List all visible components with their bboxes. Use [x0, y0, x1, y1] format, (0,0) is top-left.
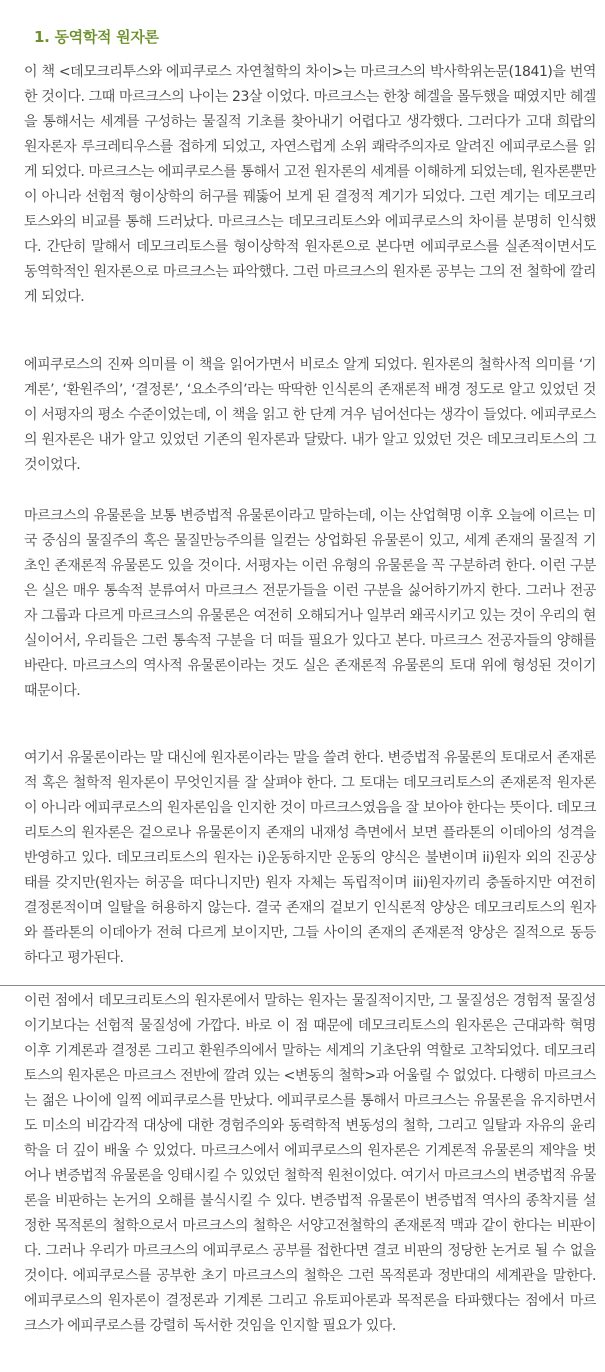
section-divider: [0, 985, 605, 986]
paragraph-intro: 이 책 <데모크리투스와 에피쿠로스 자연철학의 차이>는 마르크스의 박사학위논문(1841)을 번역한 것이다. 그때 마르크스의 나이는 23살 이었다. 마르크스는 한창 헤겔을 몰두했을 때였지만 헤겔을 통해서는 세계를 구성하는 물질적 기초를 찾아내기 어렵다고 생각했다. 그러다가 고대 희랍의 원자론자 루크레티우스를 접하게 되었고, 자연스럽게 소위 쾌락주의자로 알려진 에피쿠로스를 읽게 되었다. 마르크스는 에피쿠로스를 통해서 고전 원자론의 세계를 이해하게 되었는데, 원자론뿐만이 아니라 선험적 형이상학의 허구를 꿰뚫어 보게 된 결정적 계기가 되었다. 그런 계기는 데모크리토스와의 비교를 통해 드러났다. 마르크스는 데모크리토스와 에피쿠로스의 차이를 분명히 인식했다. 간단히 말해서 데모크리토스를 형이상학적 원자론으로 본다면 에피쿠로스를 실존적이면서도 동역학적인 원자론으로 마르크스는 파악했다. 그런 마르크스의 원자론 공부는 그의 전 철학에 깔리게 되었다.: [24, 64, 596, 305]
paragraph-epicurus-meaning: 에피쿠로스의 진짜 의미를 이 책을 읽어가면서 비로소 알게 되었다. 원자론의 철학사적 의미를 ‘기계론’, ‘환원주의’, ‘결정론’, ‘요소주의’라는 딱딱한 인식론의 존재론적 배경 정도로 알고 있었던 것이 서평자의 평소 수준이었는데, 이 책을 읽고 한 단계 겨우 넘어선다는 생각이 들었다. 에피쿠로스의 원자론은 내가 알고 있었던 기존의 원자론과 달랐다. 내가 알고 있었던 것은 데모크리토스의 그것이었다.: [24, 357, 596, 473]
paragraph-atomism: 여기서 유물론이라는 말 대신에 원자론이라는 말을 쓸려 한다. 변증법적 유물론의 토대로서 존재론적 혹은 철학적 원자론이 무엇인지를 잘 살펴야 한다. 그 토대는 데모크리토스의 존재론적 원자론이 아니라 에피쿠로스의 원자론임을 인지한 것이 마르크스였음을 잘 보아야 한다는 뜻이다. 데모크리토스의 원자론은 겉으로나 유물론이지 존재의 내재성 측면에서 보면 플라톤의 이데아의 성격을 반영하고 있다. 데모크리토스의 원자는 i)운동하지만 운동의 양식은 불변이며 ii)원자 외의 진공상태를 갖지만(원자는 허공을 떠다니지만) 원자 자체는 독립적이며 iii)원자끼리 충돌하지만 여전히 결정론적이며 일탈을 허용하지 않는다. 결국 존재의 겉보기 인식론적 양상은 데모크리토스의 원자와 플라톤의 이데아가 전혀 다르게 보이지만, 그들 사이의 존재의 존재론적 양상은 질적으로 동등하다고 평가된다.: [24, 750, 596, 966]
paragraph-conclusion: 이런 점에서 데모크리토스의 원자론에서 말하는 원자는 물질적이지만, 그 물질성은 경험적 물질성이기보다는 선험적 물질성에 가깝다. 바로 이 점 때문에 데모크리토스의 원자론은 근대과학 혁명 이후 기계론과 결정론 그리고 환원주의에서 말하는 세계의 기초단위 역할로 고착되었다. 데모크리토스의 원자론은 마르크스 전반에 깔려 있는 <변동의 철학>과 어울릴 수 없었다. 다행히 마르크스는 젊은 나이에 일찍 에피쿠로스를 만났다. 에피쿠로스를 통해서 마르크스는 유물론을 유지하면서도 미소의 비감각적 대상에 대한 경험주의와 동력학적 변동성의 철학, 그리고 일탈과 자유의 윤리학을 더 깊이 배울 수 있었다. 마르크스에서 에피쿠로스의 원자론은 기계론적 유물론의 제약을 벗어나 변증법적 유물론을 잉태시킬 수 있었던 철학적 원천이었다. 여기서 마르크스의 변증법적 유물론을 비판하는 논거의 오해를 불식시킬 수 있다. 변증법적 유물론이 변증법적 역사의 종착지를 설정한 목적론의 철학으로서 마르크스의 철학은 서양고전철학의 존재론적 맥과 같이 한다는 비판이다. 그러나 우리가 마르크스의 에피쿠로스 공부를 접한다면 결코 비판의 정당한 논거로 될 수 없을 것이다. 에피쿠로스를 공부한 초기 마르크스의 철학은 그런 목적론과 정반대의 세계관을 말한다. 에피쿠로스의 원자론이 결정론과 기계론 그리고 유토피아론과 목적론을 타파했다는 점에서 마르크스가 에피쿠로스를 강렬히 독서한 것임을 인지할 필요가 있다.: [24, 993, 596, 1334]
paragraph-materialism: 마르크스의 유물론을 보통 변증법적 유물론이라고 말하는데, 이는 산업혁명 이후 오늘에 이르는 미국 중심의 물질주의 혹은 물질만능주의를 일컫는 상업화된 유물론이 있고, 세계 존재의 물질적 기초인 존재론적 유물론도 있을 것이다. 서평자는 이런 유형의 유물론을 꼭 구분하려 한다. 이런 구분은 실은 매우 통속적 분류여서 마르크스 전문가들을 이런 구분을 싫어하기까지 한다. 그러나 전공자 그룹과 다르게 마르크스의 유물론은 여전히 오해되거나 일부러 왜곡시키고 있는 것이 우리의 현실이어서, 우리들은 그런 통속적 구분을 더 떠들 필요가 있다고 본다. 마르크스 전공자들의 양해를 바란다. 마르크스의 역사적 유물론이라는 것도 실은 존재론적 유물론의 토대 위에 형성된 것이기 때문이다.: [24, 508, 596, 699]
section-heading: 1. 동역학적 원자론: [34, 28, 159, 46]
